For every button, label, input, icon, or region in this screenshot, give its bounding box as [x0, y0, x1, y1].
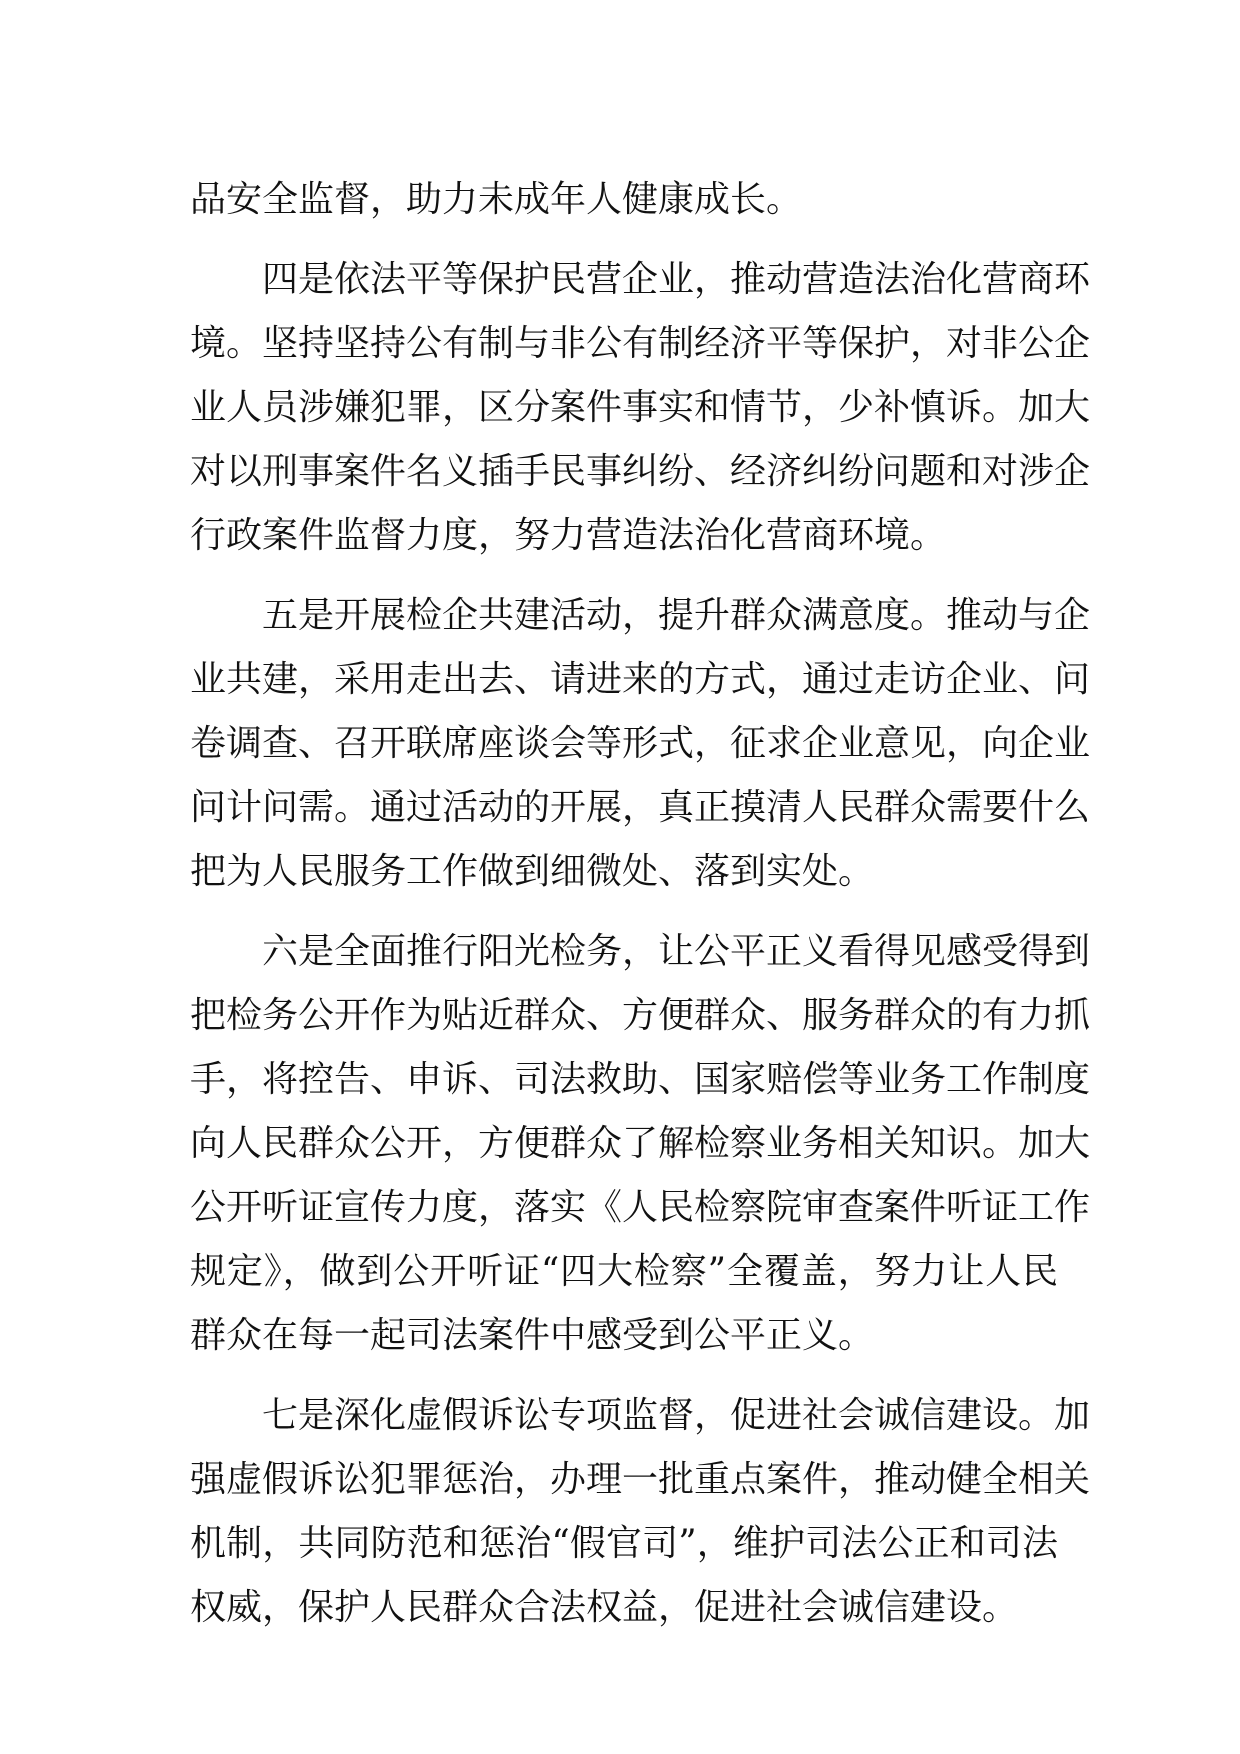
text-line: 规定》，做到公开听证“四大检察”全覆盖，努力让人民: [190, 1251, 1058, 1292]
text-line: 境。坚持坚持公有制与非公有制经济平等保护，对非公企: [190, 323, 1091, 364]
text-line: 六是全面推行阳光检务，让公平正义看得见感受得到: [262, 931, 1091, 972]
document-body: [190, 168, 1091, 1640]
text-line: 对以刑事案件名义插手民事纠纷、经济纠纷问题和对涉企: [190, 451, 1091, 492]
text-line: 四是依法平等保护民营企业，推动营造法治化营商环: [262, 259, 1091, 300]
paragraph-joint-building-activity: [190, 584, 1091, 904]
text-line: 权威，保护人民群众合法权益，促进社会诚信建设。: [190, 1587, 1019, 1628]
text-line: 行政案件监督力度，努力营造法治化营商环境。: [190, 515, 947, 556]
text-line: 把检务公开作为贴近群众、方便群众、服务群众的有力抓: [190, 995, 1091, 1036]
text-line: 七是深化虚假诉讼专项监督，促进社会诚信建设。加: [262, 1395, 1091, 1436]
text-line: 手，将控告、申诉、司法救助、国家赔偿等业务工作制度: [190, 1059, 1091, 1100]
text-line: 公开听证宣传力度，落实《人民检察院审查案件听证工作: [190, 1187, 1091, 1228]
text-line: 机制，共同防范和惩治“假官司”，维护司法公正和司法: [190, 1523, 1058, 1564]
text-line: 群众在每一起司法案件中感受到公平正义。: [190, 1315, 875, 1356]
text-line: 向人民群众公开，方便群众了解检察业务相关知识。加大: [190, 1123, 1091, 1164]
text-line: 业共建，采用走出去、请进来的方式，通过走访企业、问: [190, 659, 1091, 700]
paragraph-false-litigation-supervision: [190, 1384, 1091, 1640]
text-line: 问计问需。通过活动的开展，真正摸清人民群众需要什么: [190, 787, 1091, 828]
text-line: 五是开展检企共建活动，提升群众满意度。推动与企: [262, 595, 1091, 636]
text-line: 业人员涉嫌犯罪，区分案件事实和情节，少补慎诉。加大: [190, 387, 1091, 428]
text-line: 强虚假诉讼犯罪惩治，办理一批重点案件，推动健全相关: [190, 1459, 1091, 1500]
paragraph-continued: [190, 168, 1058, 232]
text-line: 卷调查、召开联席座谈会等形式，征求企业意见，向企业: [190, 723, 1091, 764]
paragraph-private-enterprise-protection: [190, 248, 1091, 568]
text-line: 品安全监督，助力未成年人健康成长。: [190, 179, 803, 220]
paragraph-sunshine-procuratorial-affairs: [190, 920, 1091, 1368]
text-line: 把为人民服务工作做到细微处、落到实处。: [190, 851, 875, 892]
